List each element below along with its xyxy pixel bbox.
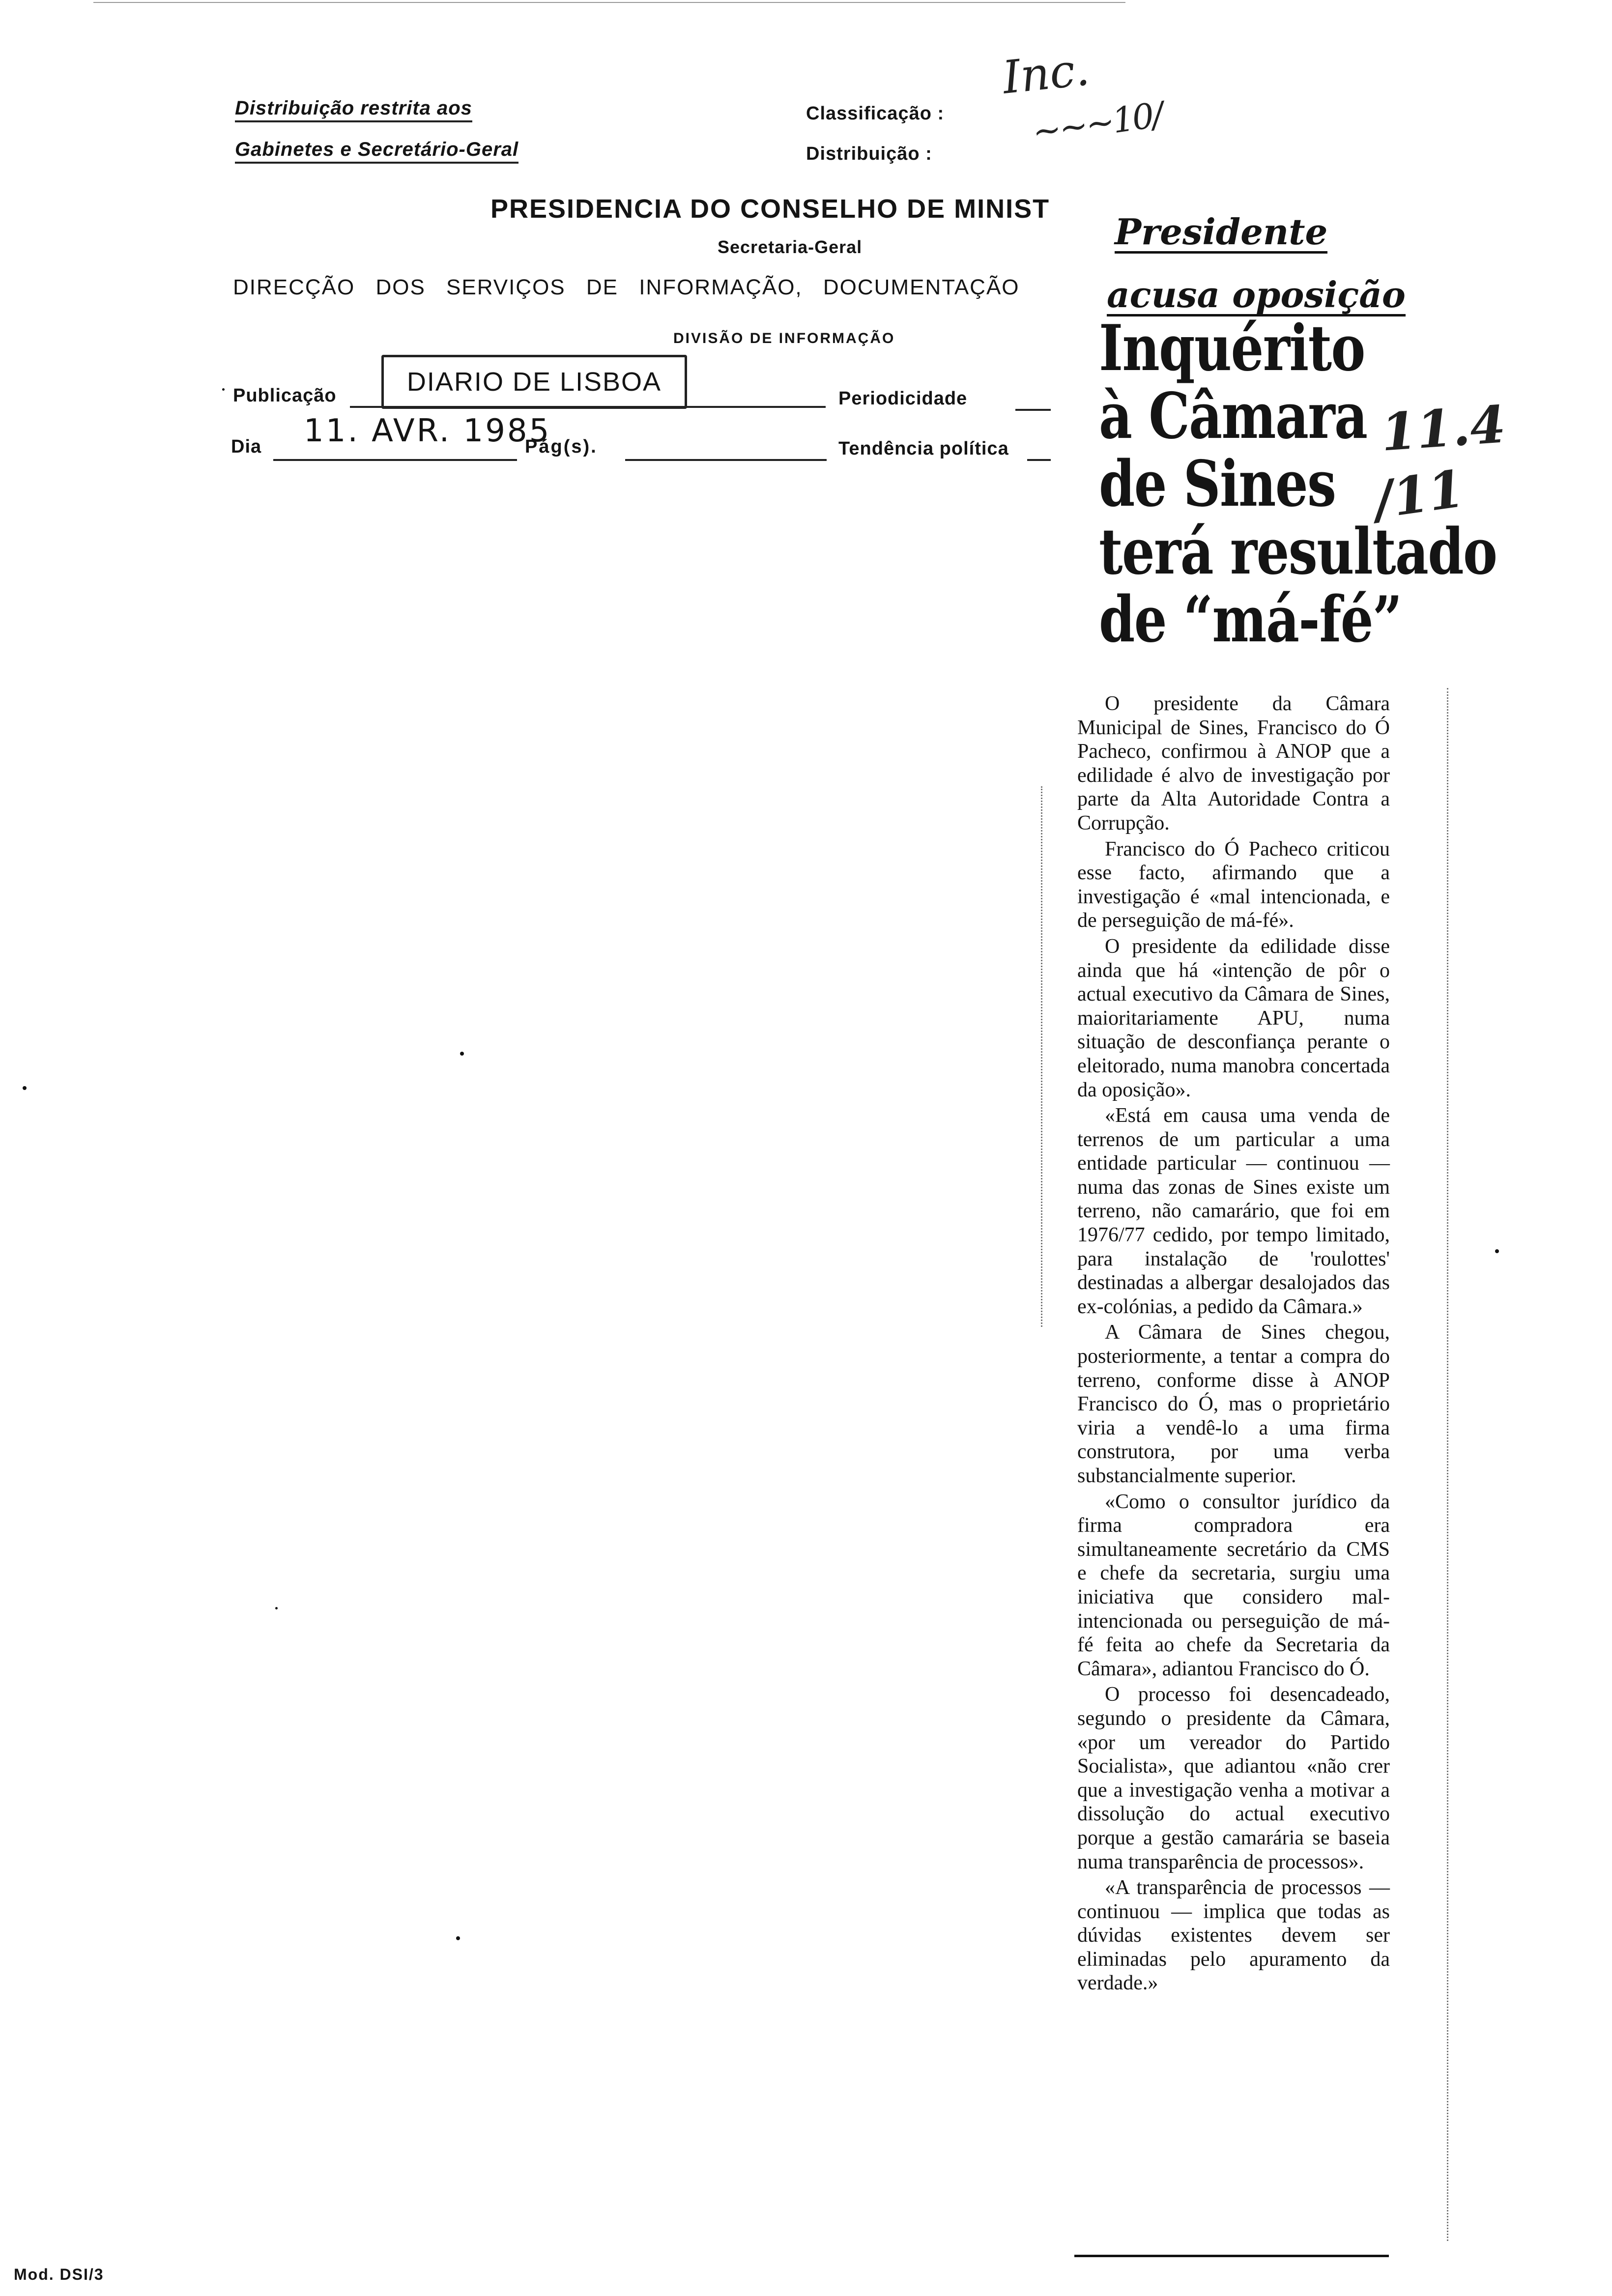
classification-label: Classificação : [806, 103, 945, 124]
article-paragraph: «Está em causa uma venda de terrenos de um particular a uma entidade particular — continuou — numa das zonas de Sines existe um terreno, não camarário, que foi em 1976/77 cedido, por tempo limitado, para instalação de 'roulottes' destinadas a albergar desalojados das ex-colónias, a pedido da Câmara.» [1077, 1104, 1390, 1318]
article-paragraph: «Como o consultor jurídico da firma compradora era simultaneamente secretário da CMS e chefe da secretaria, surgiu uma iniciativa que considero mal-intencionada ou perseguição de má-fé feita ao chefe da Secretaria da Câmara», adiantou Francisco do Ó. [1077, 1490, 1390, 1680]
scan-speck [222, 388, 225, 391]
headline-line-2: à Câmara [1099, 379, 1367, 453]
periodicity-rule [1015, 409, 1051, 411]
article-paragraph: Francisco do Ó Pacheco criticou esse facto, afirmando que a investigação é «mal intencionada, e de perseguição de má-fé». [1077, 837, 1390, 932]
day-label: Dia [231, 436, 262, 457]
division-heading: DIVISÃO DE INFORMAÇÃO [673, 330, 895, 346]
article-paragraph: O presidente da edilidade disse ainda que há «intenção de pôr o actual executivo da Câmara de Sines, maioritariamente APU, numa situação de desconfiança perante o eleitorado, numa manobra concertada da oposição». [1077, 935, 1390, 1101]
clipping-edge-right [1447, 688, 1448, 2241]
scan-speck [23, 1086, 27, 1090]
handwritten-note-squiggle: ~~~10/ [1030, 94, 1165, 153]
article-paragraph: O presidente da Câmara Municipal de Sines, Francisco do Ó Pacheco, confirmou à ANOP que a edilidade é alvo de investigação por parte da Alta Autoridade Contra a Corrupção. [1077, 692, 1390, 834]
scan-speck [275, 1607, 278, 1609]
publication-label: Publicação [233, 385, 337, 406]
periodicity-label: Periodicidade [838, 388, 968, 409]
form-code: Mod. DSI/3 [14, 2266, 104, 2283]
scan-speck [456, 1936, 460, 1940]
pages-rule [625, 459, 827, 461]
headline-line-1: Inquérito [1099, 312, 1365, 385]
headline-line-5: de “má-fé” [1099, 583, 1402, 657]
political-tendency-label: Tendência política [838, 438, 1009, 459]
article-paragraph: «A transparência de processos — continuou — implica que todas as dúvidas existentes devem ser eliminadas pelo apuramento da verdade.» [1077, 1876, 1390, 1995]
headline-line-3: de Sines [1099, 447, 1336, 521]
article-kicker-line2: acusa oposição [1107, 275, 1406, 316]
handwritten-note-date: 11.4 [1379, 394, 1508, 463]
clipping-edge-left [1041, 786, 1042, 1327]
day-rule [273, 459, 517, 461]
presidency-heading: PRESIDENCIA DO CONSELHO DE MINIST [490, 194, 1050, 224]
article-paragraph: O processo foi desencadeado, segundo o presidente da Câmara, «por um vereador do Partido Socialista», que adiantou «não crer que a investigação venha a motivar a dissolução do actual executivo porque a gestão camarária se baseia numa transparência de processos». [1077, 1683, 1390, 1873]
handwritten-note-fraction: /11 [1370, 458, 1468, 531]
distribution-label: Distribuição : [806, 144, 932, 164]
scan-speck [460, 1052, 464, 1056]
pages-label: Pág(s). [525, 436, 598, 457]
distribution-restriction-line2: Gabinetes e Secretário-Geral [235, 139, 518, 164]
date-stamp: 11. AVR. 1985 [304, 413, 551, 449]
directorate-heading: DIRECÇÃO DOS SERVIÇOS DE INFORMAÇÃO, DOCUMENTAÇÃO [233, 275, 1020, 299]
headline-line-4: terá resultado [1099, 515, 1497, 589]
handwritten-note-top: Inc. [1000, 43, 1092, 104]
article-end-rule [1074, 2255, 1389, 2257]
article-paragraph: A Câmara de Sines chegou, posteriormente, a tentar a compra do terreno, conforme disse à ANOP Francisco do Ó, mas o proprietário viria a vendê-lo a uma firma construtora, por uma verba substancialmente superior. [1077, 1321, 1390, 1487]
scan-edge-top [93, 2, 1125, 3]
secretariat-heading: Secretaria-Geral [718, 237, 863, 257]
scan-speck [1495, 1249, 1499, 1253]
publication-stamp: DIARIO DE LISBOA [381, 355, 687, 409]
distribution-restriction-line1: Distribuição restrita aos [235, 97, 472, 122]
article-body [1077, 692, 1390, 1995]
article-kicker-line1: Presidente [1115, 212, 1327, 254]
political-tendency-rule [1027, 459, 1051, 461]
